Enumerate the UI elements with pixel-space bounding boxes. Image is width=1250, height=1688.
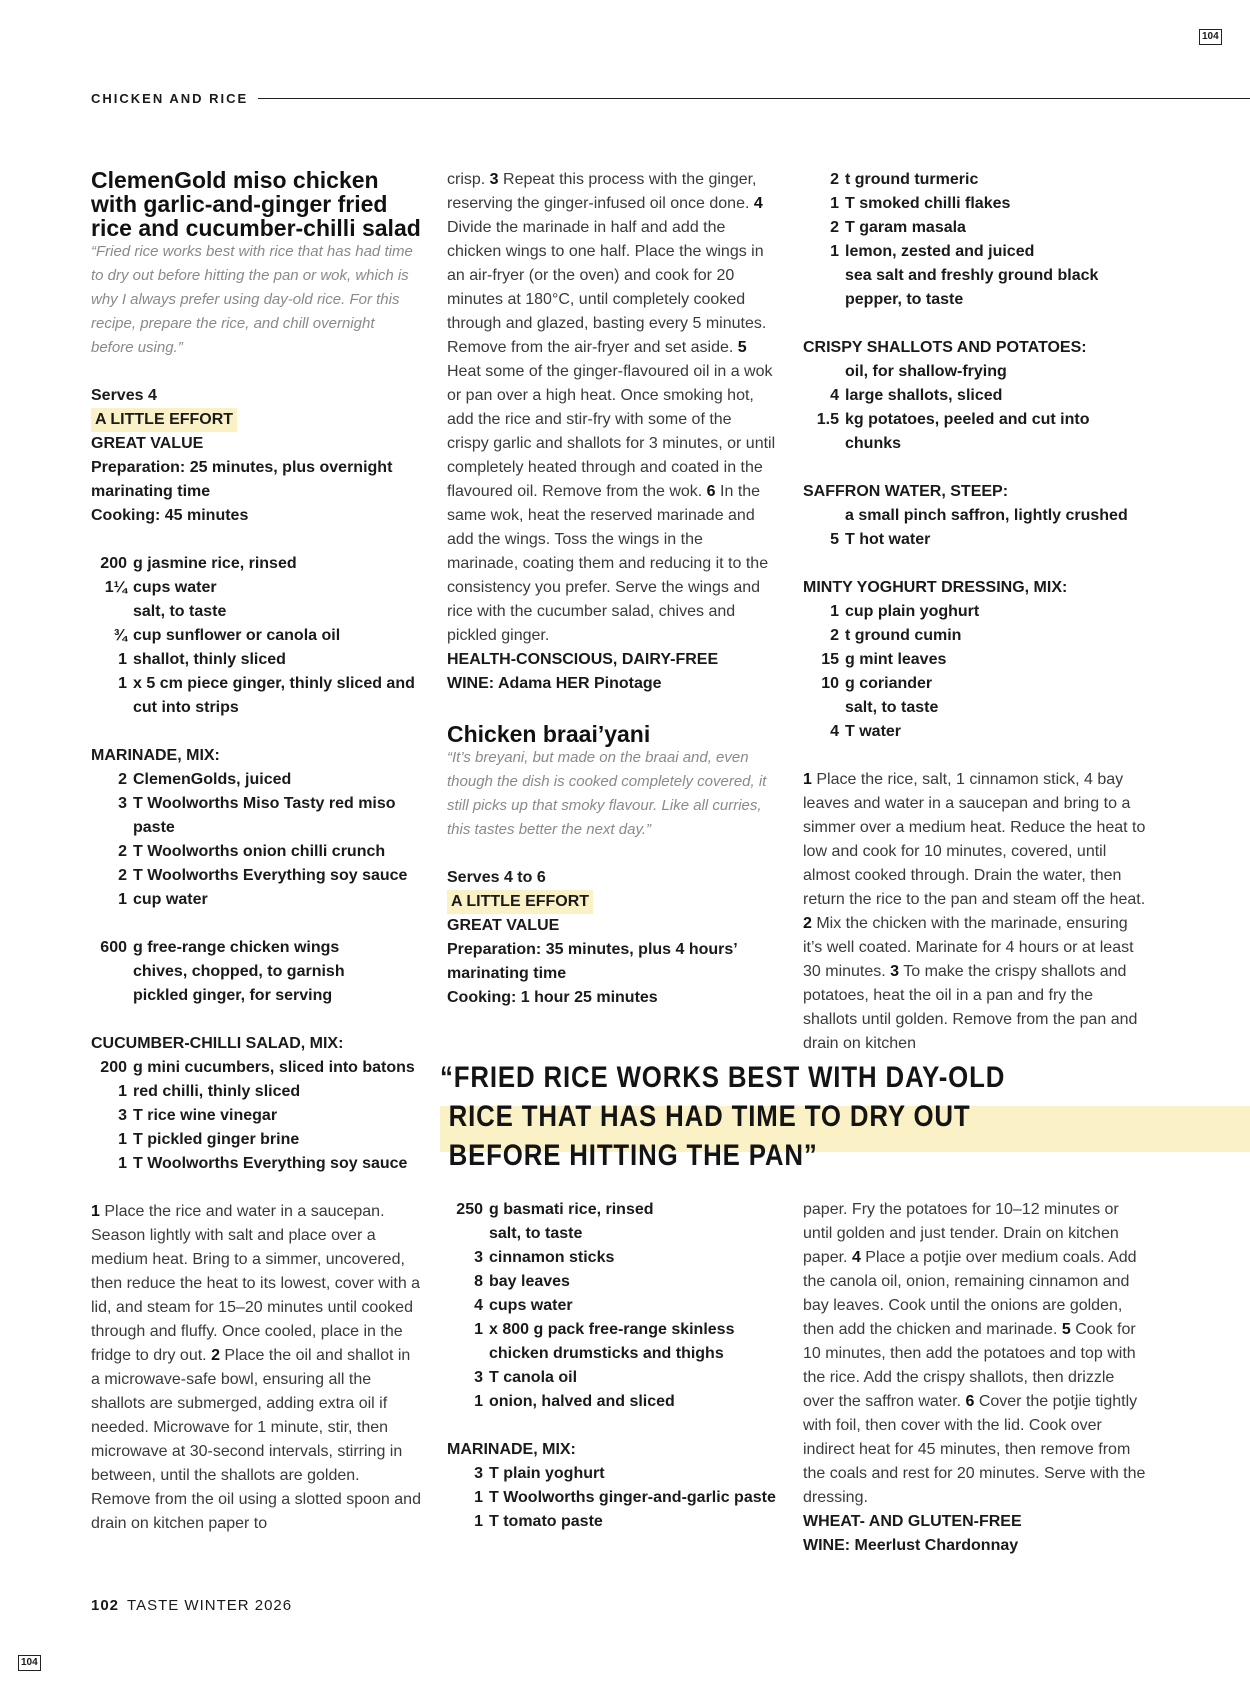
recipe-2-value: GREAT VALUE (447, 917, 560, 934)
section-label: CHICKEN AND RICE (91, 90, 249, 106)
ingredient-text: t ground cumin (845, 627, 962, 644)
page-badge-bottom: 104 (18, 1655, 41, 1671)
ingredient-row (803, 696, 1148, 720)
ingredient-text: T hot water (845, 531, 931, 548)
recipe-1-effort-badge: A LITTLE EFFORT (91, 408, 237, 432)
ingredient-quantity (803, 504, 845, 528)
ingredient-quantity: 2 (830, 171, 839, 188)
ingredient-quantity: 200 (100, 1059, 127, 1076)
recipe-2-serves: Serves 4 to 6 (447, 869, 546, 886)
ingredient-text: cups water (489, 1297, 573, 1314)
ingredient-row (803, 672, 1148, 696)
recipe-1-value: GREAT VALUE (91, 435, 204, 452)
recipe-2-wine: WINE: Meerlust Chardonnay (803, 1537, 1019, 1554)
pullquote-line-1: “FRIED RICE WORKS BEST WITH DAY-OLD (440, 1061, 1006, 1094)
ingredient-row (803, 528, 1148, 552)
recipe-1-method-part-2: crisp. 3 Repeat this process with the ginger, reserving the ginger-infused oil once done. 4 Divide the marinade in half and add the chicken wings to one half. Place the wings in an air-fryer (or the oven) and cook for 20 minutes at 180°C, until completely cooked through and glazed, basting every 5 minutes. Remove from the air-fryer and set aside. 5 Heat some of the ginger-flavoured oil in a wok or pan over a high heat. Once smoking hot, add the rice and stir-fry with some of the crispy garlic and shallots for 3 minutes, or until completely heated through and coated in the flavoured oil. Remove from the wok. 6 In the same wok, heat the reserved marinade and add the wings. Toss the wings in the marinade, coating them and reducing it to the consistency you prefer. Serve the wings and rice with the cucumber salad, chives and pickled ginger. (447, 171, 776, 644)
ingredient-text: ClemenGolds, juiced (133, 771, 292, 788)
ingredient-row (91, 552, 421, 576)
recipe-1-marinade (91, 768, 421, 912)
magazine-issue: TASTE WINTER 2026 (127, 1597, 293, 1614)
ingredient-row (803, 624, 1148, 648)
recipe-1-title: ClemenGold miso chicken with garlic-and-ginger fried rice and cucumber-chilli salad (91, 167, 421, 241)
recipe-1-extras (91, 936, 421, 1008)
ingredient-quantity: 2 (118, 867, 127, 884)
page-number: 102 (91, 1597, 120, 1614)
ingredient-text: T rice wine vinegar (133, 1107, 278, 1124)
recipe-1-salad-heading: CUCUMBER-CHILLI SALAD, MIX: (91, 1035, 344, 1052)
ingredient-quantity: 3 (474, 1369, 483, 1386)
recipe-1-ingredients (91, 552, 421, 720)
recipe-2-prep: Preparation: 35 minutes, plus 4 hours’ marinating time (447, 941, 737, 982)
ingredient-quantity: 15 (821, 651, 839, 668)
ingredient-row (91, 1056, 421, 1080)
ingredient-quantity: 1 (474, 1321, 483, 1338)
ingredient-text: T Woolworths ginger-and-garlic paste (489, 1489, 776, 1506)
recipe-2-saffron (803, 504, 1148, 552)
ingredient-text: bay leaves (489, 1273, 570, 1290)
recipe-2-marinade-cont (803, 168, 1148, 312)
ingredient-quantity (803, 360, 845, 384)
ingredient-row (91, 576, 421, 600)
ingredient-quantity: 1 (118, 891, 127, 908)
recipe-1-salad (91, 1056, 421, 1176)
ingredient-row (91, 792, 421, 840)
section-header (91, 88, 1250, 108)
ingredient-text: lemon, zested and juiced (845, 243, 1035, 260)
ingredient-text: g jasmine rice, rinsed (133, 555, 297, 572)
ingredient-row (447, 1318, 777, 1366)
recipe-2-dressing-heading: MINTY YOGHURT DRESSING, MIX: (803, 579, 1068, 596)
ingredient-row (91, 768, 421, 792)
ingredient-quantity: 3 (118, 795, 127, 812)
ingredient-quantity: 3 (474, 1249, 483, 1266)
ingredient-text: shallot, thinly sliced (133, 651, 286, 668)
recipe-1-cook: Cooking: 45 minutes (91, 507, 249, 524)
ingredient-row (803, 264, 1148, 312)
ingredient-row (803, 168, 1148, 192)
ingredient-text: g free-range chicken wings (133, 939, 340, 956)
ingredient-quantity: 2 (118, 771, 127, 788)
ingredient-row (803, 384, 1148, 408)
column-2 (447, 168, 777, 1010)
ingredient-row (803, 240, 1148, 264)
ingredient-text: a small pinch saffron, lightly crushed (845, 507, 1128, 524)
recipe-2-shallots (803, 360, 1148, 456)
ingredient-row (91, 1104, 421, 1128)
ingredient-quantity: 2 (830, 219, 839, 236)
recipe-2-dressing (803, 600, 1148, 744)
column-2-lower (447, 1198, 777, 1534)
ingredient-quantity (447, 1222, 489, 1246)
recipe-1-wine: WINE: Adama HER Pinotage (447, 675, 662, 692)
ingredient-row (447, 1270, 777, 1294)
recipe-2-method-part-2: paper. Fry the potatoes for 10–12 minutes or until golden and just tender. Drain on kitchen paper. 4 Place a potjie over medium coals. Add the canola oil, onion, remaining cinnamon and bay leaves. Cook until the onions are golden, then add the chicken and marinade. 5 Cook for 10 minutes, then add the potatoes and top with the rice. Add the crispy shallots, then drizzle over the saffron water. 6 Cover the potjie tightly with foil, then cover with the lid. Cook over indirect heat for 45 minutes, then remove from the coals and rest for 20 minutes. Serve with the dressing. (803, 1201, 1146, 1506)
recipe-2-diet: WHEAT- AND GLUTEN-FREE (803, 1513, 1022, 1530)
ingredient-quantity: 1 (118, 1155, 127, 1172)
ingredient-quantity: 1¼ (104, 579, 127, 596)
ingredient-row (803, 600, 1148, 624)
ingredient-text: T Woolworths Everything soy sauce (133, 867, 408, 884)
ingredient-row (91, 1152, 421, 1176)
ingredient-quantity: 1 (118, 651, 127, 668)
recipe-2-intro: “It’s breyani, but made on the braai and, even though the dish is cooked completely covered, it still picks up that smoky flavour. Like all curries, this tastes better the next day.” (447, 749, 767, 838)
column-3 (803, 168, 1148, 1056)
ingredient-row (91, 960, 421, 984)
ingredient-row (447, 1486, 777, 1510)
ingredient-text: onion, halved and sliced (489, 1393, 675, 1410)
ingredient-quantity: 1 (830, 243, 839, 260)
ingredient-row (447, 1246, 777, 1270)
ingredient-quantity: 4 (830, 723, 839, 740)
recipe-1-marinade-heading: MARINADE, MIX: (91, 747, 220, 764)
ingredient-text: T Woolworths onion chilli crunch (133, 843, 386, 860)
column-3-lower (803, 1198, 1148, 1558)
ingredient-quantity: 250 (456, 1201, 483, 1218)
ingredient-row (91, 936, 421, 960)
ingredient-text: T smoked chilli flakes (845, 195, 1011, 212)
ingredient-row (91, 864, 421, 888)
ingredient-row (91, 600, 421, 624)
ingredient-quantity: 10 (821, 675, 839, 692)
ingredient-text: salt, to taste (845, 699, 939, 716)
ingredient-quantity: 1 (830, 603, 839, 620)
recipe-2-cook: Cooking: 1 hour 25 minutes (447, 989, 658, 1006)
ingredient-quantity: 3 (474, 1465, 483, 1482)
recipe-1-intro: “Fried rice works best with rice that has had time to dry out before hitting the pan or wok, which is why I always prefer using day-old rice. For this recipe, prepare the rice, and chill overnight before using.” (91, 243, 413, 356)
ingredient-text: g coriander (845, 675, 933, 692)
ingredient-text: large shallots, sliced (845, 387, 1003, 404)
ingredient-text: T canola oil (489, 1369, 578, 1386)
ingredient-text: T pickled ginger brine (133, 1131, 300, 1148)
ingredient-quantity: 1 (830, 195, 839, 212)
recipe-2-title: Chicken braai’yani (447, 721, 651, 747)
ingredient-quantity (803, 264, 845, 312)
ingredient-quantity: 5 (830, 531, 839, 548)
ingredient-text: kg potatoes, peeled and cut into chunks (845, 411, 1090, 452)
ingredient-row (447, 1390, 777, 1414)
ingredient-text: cinnamon sticks (489, 1249, 615, 1266)
ingredient-quantity: 2 (118, 843, 127, 860)
recipe-1-prep: Preparation: 25 minutes, plus overnight marinating time (91, 459, 393, 500)
ingredient-text: T tomato paste (489, 1513, 603, 1530)
recipe-1-method-part-1: 1 Place the rice and water in a saucepan. Season lightly with salt and place over a medium heat. Bring to a simmer, uncovered, then reduce the heat to its lowest, cover with a lid, and steam for 15–20 minutes until cooked through and fluffy. Once cooled, place in the fridge to dry out. 2 Place the oil and shallot in a microwave-safe bowl, ensuring all the shallots are submerged, adding extra oil if needed. Microwave for 1 minute, stir, then microwave at 30-second intervals, stirring in between, until the shallots are golden. Remove from the oil using a slotted spoon and drain on kitchen paper to (91, 1203, 421, 1532)
ingredient-text: t ground turmeric (845, 171, 979, 188)
ingredient-quantity: 1 (118, 1131, 127, 1148)
ingredient-quantity (91, 600, 133, 624)
ingredient-row (803, 216, 1148, 240)
ingredient-quantity: 4 (474, 1297, 483, 1314)
ingredient-row (803, 192, 1148, 216)
ingredient-text: g mini cucumbers, sliced into batons (133, 1059, 415, 1076)
ingredient-quantity: 1 (474, 1489, 483, 1506)
ingredient-text: T Woolworths Everything soy sauce (133, 1155, 408, 1172)
ingredient-quantity (91, 984, 133, 1008)
ingredient-quantity (91, 960, 133, 984)
ingredient-row (803, 360, 1148, 384)
recipe-1-serves: Serves 4 (91, 387, 157, 404)
ingredient-text: T plain yoghurt (489, 1465, 605, 1482)
ingredient-row (91, 888, 421, 912)
ingredient-text: red chilli, thinly sliced (133, 1083, 301, 1100)
ingredient-text: cups water (133, 579, 217, 596)
recipe-1-diet: HEALTH-CONSCIOUS, DAIRY-FREE (447, 651, 719, 668)
ingredient-quantity: ¾ (113, 627, 127, 644)
pullquote-line-3: BEFORE HITTING THE PAN” (448, 1139, 818, 1172)
ingredient-text: salt, to taste (489, 1225, 583, 1242)
ingredient-row (447, 1198, 777, 1222)
pullquote (440, 1058, 1059, 1175)
ingredient-row (803, 720, 1148, 744)
recipe-2-method-part-1: 1 Place the rice, salt, 1 cinnamon stick, 4 bay leaves and water in a saucepan and bring to a simmer over a medium heat. Reduce the heat to low and cook for 10 minutes, covered, until almost cooked through. Drain the water, then return the rice to the pan and steam off the heat. 2 Mix the chicken with the marinade, ensuring it’s well coated. Marinate for 4 hours or at least 30 minutes. 3 To make the crispy shallots and potatoes, heat the oil in a pan and fry the shallots until golden. Remove from the pan and drain on kitchen (803, 771, 1146, 1052)
pullquote-line-2: RICE THAT HAS HAD TIME TO DRY OUT (448, 1100, 971, 1133)
ingredient-row (91, 648, 421, 672)
recipe-2-shallots-heading: CRISPY SHALLOTS AND POTATOES: (803, 339, 1087, 356)
ingredient-row (91, 1128, 421, 1152)
ingredient-text: cup plain yoghurt (845, 603, 980, 620)
recipe-2-marinade-heading: MARINADE, MIX: (447, 1441, 576, 1458)
ingredient-quantity: 1 (118, 675, 127, 692)
ingredient-text: cup sunflower or canola oil (133, 627, 341, 644)
recipe-2-marinade (447, 1462, 777, 1534)
ingredient-row (447, 1510, 777, 1534)
ingredient-quantity: 1.5 (816, 411, 839, 428)
ingredient-row (91, 672, 421, 720)
ingredient-text: pickled ginger, for serving (133, 987, 333, 1004)
ingredient-text: g mint leaves (845, 651, 947, 668)
ingredient-text: chives, chopped, to garnish (133, 963, 345, 980)
recipe-2-effort-badge: A LITTLE EFFORT (447, 890, 593, 914)
ingredient-quantity: 600 (100, 939, 127, 956)
ingredient-row (803, 504, 1148, 528)
page-badge-top: 104 (1199, 29, 1222, 45)
ingredient-quantity: 1 (474, 1393, 483, 1410)
section-rule (258, 98, 1250, 99)
column-1 (91, 168, 421, 1536)
recipe-2-ingredients (447, 1198, 777, 1414)
ingredient-quantity: 8 (474, 1273, 483, 1290)
ingredient-quantity: 4 (830, 387, 839, 404)
ingredient-text: x 5 cm piece ginger, thinly sliced and cut into strips (133, 675, 415, 716)
ingredient-text: T water (845, 723, 902, 740)
ingredient-quantity: 200 (100, 555, 127, 572)
ingredient-row (803, 408, 1148, 456)
ingredient-row (447, 1222, 777, 1246)
ingredient-text: salt, to taste (133, 603, 227, 620)
page-footer (91, 1597, 292, 1614)
ingredient-row (447, 1366, 777, 1390)
ingredient-text: oil, for shallow-frying (845, 363, 1007, 380)
recipe-2-saffron-heading: SAFFRON WATER, STEEP: (803, 483, 1009, 500)
ingredient-text: T garam masala (845, 219, 966, 236)
ingredient-quantity: 2 (830, 627, 839, 644)
ingredient-row (91, 1080, 421, 1104)
ingredient-text: x 800 g pack free-range skinless chicken drumsticks and thighs (489, 1321, 735, 1362)
ingredient-row (91, 984, 421, 1008)
ingredient-quantity: 1 (474, 1513, 483, 1530)
ingredient-text: g basmati rice, rinsed (489, 1201, 654, 1218)
ingredient-quantity: 3 (118, 1107, 127, 1124)
ingredient-row (91, 624, 421, 648)
ingredient-row (803, 648, 1148, 672)
ingredient-quantity: 1 (118, 1083, 127, 1100)
ingredient-text: sea salt and freshly ground black pepper, to taste (845, 267, 1099, 308)
ingredient-row (91, 840, 421, 864)
ingredient-text: cup water (133, 891, 208, 908)
ingredient-row (447, 1462, 777, 1486)
ingredient-text: T Woolworths Miso Tasty red miso paste (133, 795, 396, 836)
ingredient-row (447, 1294, 777, 1318)
ingredient-quantity (803, 696, 845, 720)
